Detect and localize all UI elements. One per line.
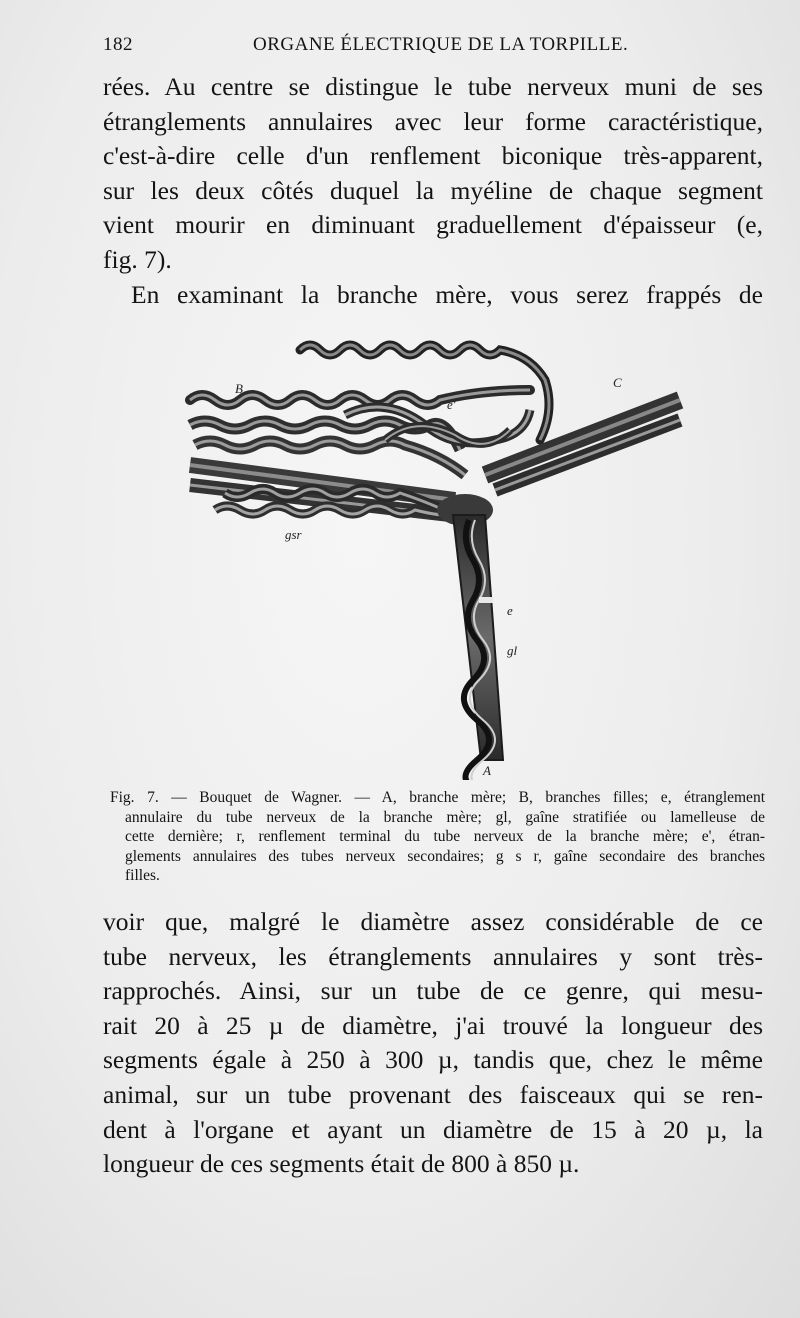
paragraph-bottom: [103, 905, 763, 1182]
caption-line: cette dernière; r, renflement terminal du tube nerveux de la branche mère; e', étran-: [125, 828, 765, 846]
text-line: dent à l'organe et ayant un diamètre de 15 à 20 µ, la: [103, 1114, 763, 1144]
figure-label-a: A: [483, 763, 491, 778]
text-line: segments égale à 250 à 300 µ, tandis que, chez le même: [103, 1045, 763, 1075]
page-number: 182: [103, 34, 133, 55]
caption-line: glements annulaires des tubes nerveux secondaires; g s r, gaîne secondaire des branches: [125, 847, 765, 865]
mother-branch: [453, 515, 503, 780]
figure-label-gsr: gsr: [285, 527, 302, 542]
text-line: voir que, malgré le diamètre assez considérable de ce: [103, 907, 763, 936]
caption-line: filles.: [125, 867, 160, 885]
caption-line: annulaire du tube nerveux de la branche mère; gl, gaîne stratifiée ou lamelleuse de: [125, 808, 765, 826]
text-line: fig. 7).: [103, 244, 172, 274]
figure-label-e-prime: e': [447, 397, 456, 412]
figure-label-c: C: [613, 375, 622, 390]
caption-line: Fig. 7. — Bouquet de Wagner. — A, branche mère; B, branches filles; e, étranglement: [110, 789, 765, 806]
figure-label-gl: gl: [507, 643, 518, 658]
text-line: rapprochés. Ainsi, sur un tube de ce genre, qui mesu-: [103, 976, 763, 1006]
left-fibre-bundle: [190, 421, 465, 515]
figure-label-b: B: [235, 381, 243, 396]
text-line: longueur de ces segments était de 800 à 850 µ.: [103, 1149, 580, 1179]
figure-caption: [110, 788, 765, 886]
text-line: c'est-à-dire celle d'un renflement biconique très-apparent,: [103, 141, 763, 171]
text-line: tube nerveux, les étranglements annulaires y sont très-: [103, 941, 763, 971]
text-line: rait 20 à 25 µ de diamètre, j'ai trouvé la longueur des: [103, 1010, 763, 1040]
text-line: En examinant la branche mère, vous serez frappés de: [131, 279, 763, 309]
figure-label-e: e: [507, 603, 513, 618]
nerve-illustration: [185, 325, 685, 780]
running-title: ORGANE ÉLECTRIQUE DE LA TORPILLE.: [253, 34, 629, 55]
text-line: étranglements annulaires avec leur forme caractéristique,: [103, 106, 763, 136]
text-line: rées. Au centre se distingue le tube nerveux muni de ses: [103, 72, 763, 101]
text-line: vient mourir en diminuant graduellement d'épaisseur (e,: [103, 210, 763, 240]
text-line: sur les deux côtés duquel la myéline de chaque segment: [103, 175, 763, 205]
page-header: [103, 34, 763, 62]
text-line: animal, sur un tube provenant des faisceaux qui se ren-: [103, 1079, 763, 1109]
figure-wagner-bouquet: [185, 325, 685, 780]
paragraph-top: [103, 70, 763, 312]
